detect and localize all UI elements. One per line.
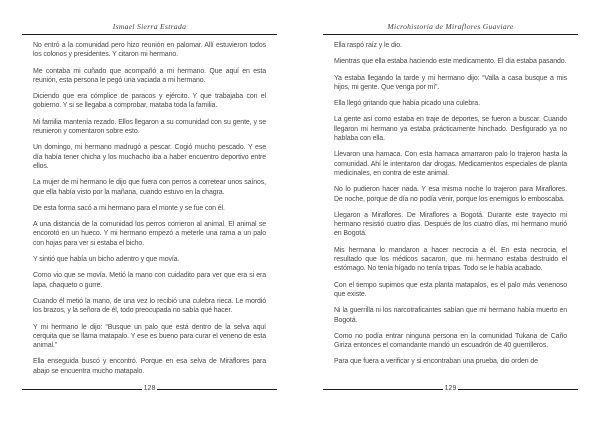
- page-right: [323, 22, 578, 394]
- left-page-body: [33, 41, 266, 376]
- paragraph: Un domingo, mi hermano madrugó a pescar. Cogió mucho pescado. Y ese día había tener chicha y los muchacho iba a haber encuentro deportivo entre ellos.: [33, 144, 266, 170]
- paragraph: Mi familia mantenía rezado. Ellos llegaron a su comunidad con su gente, y se reunieron y comentaron sobre esto.: [33, 118, 266, 136]
- left-page-footer: [22, 384, 277, 394]
- left-page-number: 128: [143, 385, 156, 392]
- paragraph: No entró a la comunidad pero hizo reunión en palomar. Allí estuvieron todos los colonos y presidentes. Y citaron mi hermano.: [33, 42, 266, 59]
- paragraph: Mientras que ella estaba haciendo este medicamento. El día estaba pasando.: [334, 58, 567, 66]
- paragraph: Llegaron a Miraflores. De Miraflores a Bogotá. Durante este trayecto mi hermano resistió cuatro días. Después de los cuatro días, mi hermano murió en Bogotá.: [334, 211, 567, 238]
- right-page-number: 129: [444, 385, 457, 392]
- paragraph: Ella enseguida buscó y encontró. Porque en esa selva de Miraflores para abajo se encuentra mucho matapalo.: [33, 358, 266, 375]
- right-footer-rule-left: [323, 389, 443, 390]
- left-footer-rule-right: [157, 389, 277, 390]
- paragraph: Ella raspó raíz y le dio.: [334, 42, 402, 49]
- paragraph: La gente así como estaba en traje de deportes, se fueron a buscar. Cuando llegaron mi hermano ya estaba prácticamente hinchado. Desfigurado ya no hablaba con ella.: [334, 116, 567, 143]
- paragraph: La mujer de mi hermano le dijo que fuera con perros a corretear unos saínos, que ella había visto por la mañana, cuando estuvo en la chagra.: [33, 179, 266, 196]
- right-page-body: [334, 41, 567, 367]
- paragraph: Ni la guerrilla ni los narcotraficantes sabían que mi hermano había muerto en Bogotá.: [334, 307, 567, 324]
- paragraph: Para que fuera a verificar y si encontraban una prueba, dio orden de: [334, 358, 538, 366]
- page-left: [22, 22, 277, 394]
- paragraph: A una distancia de la comunidad los perros corrieron al animal. El animal se encorotó en un hueco. Y mi hermano empezó a meterle una rama a un palo con hojas para ver si estaba el bicho.: [33, 221, 266, 247]
- paragraph: Diciendo que era cómplice de paracos y ejército. Y que trabajaba con el gobierno. Y si se llegaba a comprobar, mataba toda la familia.: [33, 93, 266, 110]
- right-running-header: Microhistoria de Miraflores Guaviare: [387, 22, 514, 31]
- paragraph: Y mi hermano le dijo: “Busque un palo que está dentro de la selva aquí cerquita que se llama matapalo. Y ese es bueno para curar el veneno de esta animal.”: [33, 323, 266, 350]
- left-header-rule: [22, 34, 277, 35]
- paragraph: Mis hermana lo mandaron a hacer necrocia a él. En esta necrocia, el resultado que los médicos sacaron, que mi hermano estaba destruido el estómago. No tenía hígado no tenía tripas. Todo se le había acabado.: [334, 246, 567, 273]
- right-page-header: [323, 22, 578, 35]
- left-footer-rule-left: [22, 389, 142, 390]
- right-footer-rule-right: [458, 389, 578, 390]
- paragraph: Con el tiempo supimos que esta planta matapalos, es el palo más venenoso que existe.: [334, 281, 567, 298]
- paragraph: Cuando él metió la mano, de una vez lo recibió una culebra rieca. Le mordió los brazos, y la señora de él, todo preocupada no sabía qué hacer.: [33, 297, 266, 315]
- paragraph: De esta forma sacó a mi hermano para el monte y se fue con él.: [33, 204, 225, 212]
- paragraph: Como vio que se movía. Metió la mano con cuidadito para ver que era si era lapa, chaqueto o gurre.: [33, 272, 266, 289]
- paragraph: Ella llegó gritando que había picado una culebra.: [334, 100, 480, 108]
- paragraph: Ya estaba llegando la tarde y mi hermano dijo: “Valla a casa busque a mis hijos, mi gente. Que venga por mí”.: [334, 74, 567, 91]
- left-running-header: Ismael Sierra Estrada: [112, 22, 187, 31]
- paragraph: Y sintió que había un bicho adentro y que movía.: [33, 256, 180, 264]
- right-page-footer: [323, 384, 578, 394]
- right-header-rule: [323, 34, 578, 35]
- paragraph: Como no podía entrar ninguna persona en la comunidad Tukana de Caño Giriza entonces el comandante mandó un escuadrón de 40 guerrilleros.: [334, 332, 567, 350]
- paragraph: Me contaba mi cuñado que acompañó a mi hermano. Que aquí en esta reunión, esta persona le pegó una vaciada a mi hermano.: [33, 67, 266, 84]
- left-page-header: [22, 22, 277, 35]
- paragraph: Llevaron una hamaca. Con esta hamaca amarraron palo lo trajeron hasta la comunidad. Ahí le intentaron dar drogas. Medicamentos especiales de planta medicinales, en contra de este animal.: [334, 151, 567, 177]
- paragraph: No lo pudieron hacer nada. Y esa misma noche lo trajeron para Miraflores. De noche, porque de día no podía venir, porque los enemigos lo emboscaba.: [334, 186, 567, 203]
